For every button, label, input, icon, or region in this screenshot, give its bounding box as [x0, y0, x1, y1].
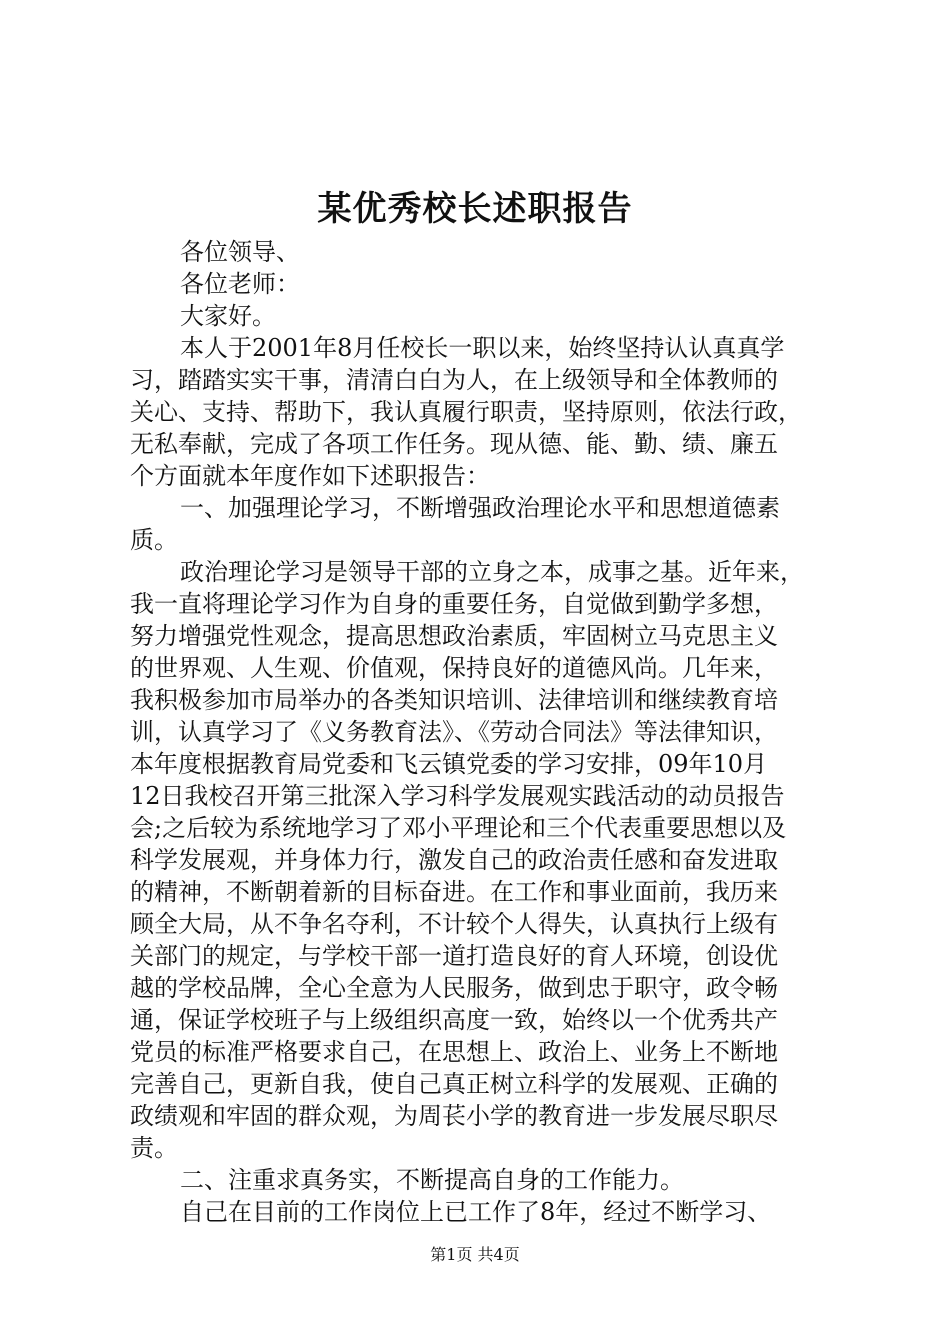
page-footer: 第1页 共4页 [430, 1245, 520, 1264]
document-title: 某优秀校长述职报告 [317, 189, 633, 229]
body-line: 习，踏踏实实干事，清清白白为人，在上级领导和全体教师的 [130, 366, 778, 394]
body-line: 训，认真学习了《义务教育法》、《劳动合同法》等法律知识， [130, 718, 778, 746]
body-line: 越的学校品牌，全心全意为人民服务，做到忠于职守，政令畅 [130, 974, 778, 1002]
body-line: 关部门的规定，与学校干部一道打造良好的育人环境，创设优 [130, 942, 778, 970]
body-line: 的世界观、人生观、价值观，保持良好的道德风尚。几年来， [130, 654, 778, 682]
body-line: 会;之后较为系统地学习了邓小平理论和三个代表重要思想以及 [130, 814, 787, 842]
body-line: 的精神，不断朝着新的目标奋进。在工作和事业面前，我历来 [130, 878, 778, 906]
body-line: 自己在目前的工作岗位上已工作了8年，经过不断学习、 [180, 1198, 772, 1226]
body-line: 我积极参加市局举办的各类知识培训、法律培训和继续教育培 [130, 686, 778, 714]
body-line: 努力增强党性观念，提高思想政治素质，牢固树立马克思主义 [130, 622, 778, 650]
body-line: 责。 [130, 1134, 178, 1162]
body-line: 党员的标准严格要求自己，在思想上、政治上、业务上不断地 [130, 1038, 778, 1066]
body-line: 12日我校召开第三批深入学习科学发展观实践活动的动员报告 [130, 782, 785, 810]
body-line: 质。 [130, 526, 178, 554]
body-line: 顾全大局，从不争名夺利，不计较个人得失，认真执行上级有 [130, 910, 778, 938]
body-line: 通，保证学校班子与上级组织高度一致，始终以一个优秀共产 [130, 1006, 778, 1034]
body-line: 政治理论学习是领导干部的立身之本，成事之基。近年来， [180, 558, 804, 586]
body-line: 二、注重求真务实，不断提高自身的工作能力。 [180, 1166, 684, 1194]
document-body [130, 236, 830, 1228]
body-line: 大家好。 [180, 302, 276, 330]
body-line: 个方面就本年度作如下述职报告： [130, 462, 490, 490]
body-line: 我一直将理论学习作为自身的重要任务，自觉做到勤学多想， [130, 590, 778, 618]
body-line: 无私奉献，完成了各项工作任务。现从德、能、勤、绩、廉五 [130, 430, 778, 458]
body-line: 一、加强理论学习，不断增强政治理论水平和思想道德素 [180, 494, 780, 522]
body-line: 政绩观和牢固的群众观，为周苌小学的教育进一步发展尽职尽 [130, 1102, 778, 1130]
body-line: 关心、支持、帮助下，我认真履行职责，坚持原则，依法行政， [130, 398, 802, 426]
body-line: 各位老师： [180, 270, 300, 298]
body-line: 各位领导、 [180, 238, 300, 266]
body-line: 完善自己，更新自我，使自己真正树立科学的发展观、正确的 [130, 1070, 778, 1098]
body-line: 科学发展观，并身体力行，激发自己的政治责任感和奋发进取 [130, 846, 778, 874]
body-line: 本年度根据教育局党委和飞云镇党委的学习安排，09年10月 [130, 750, 768, 778]
body-line: 本人于2001年8月任校长一职以来，始终坚持认认真真学 [180, 334, 785, 362]
